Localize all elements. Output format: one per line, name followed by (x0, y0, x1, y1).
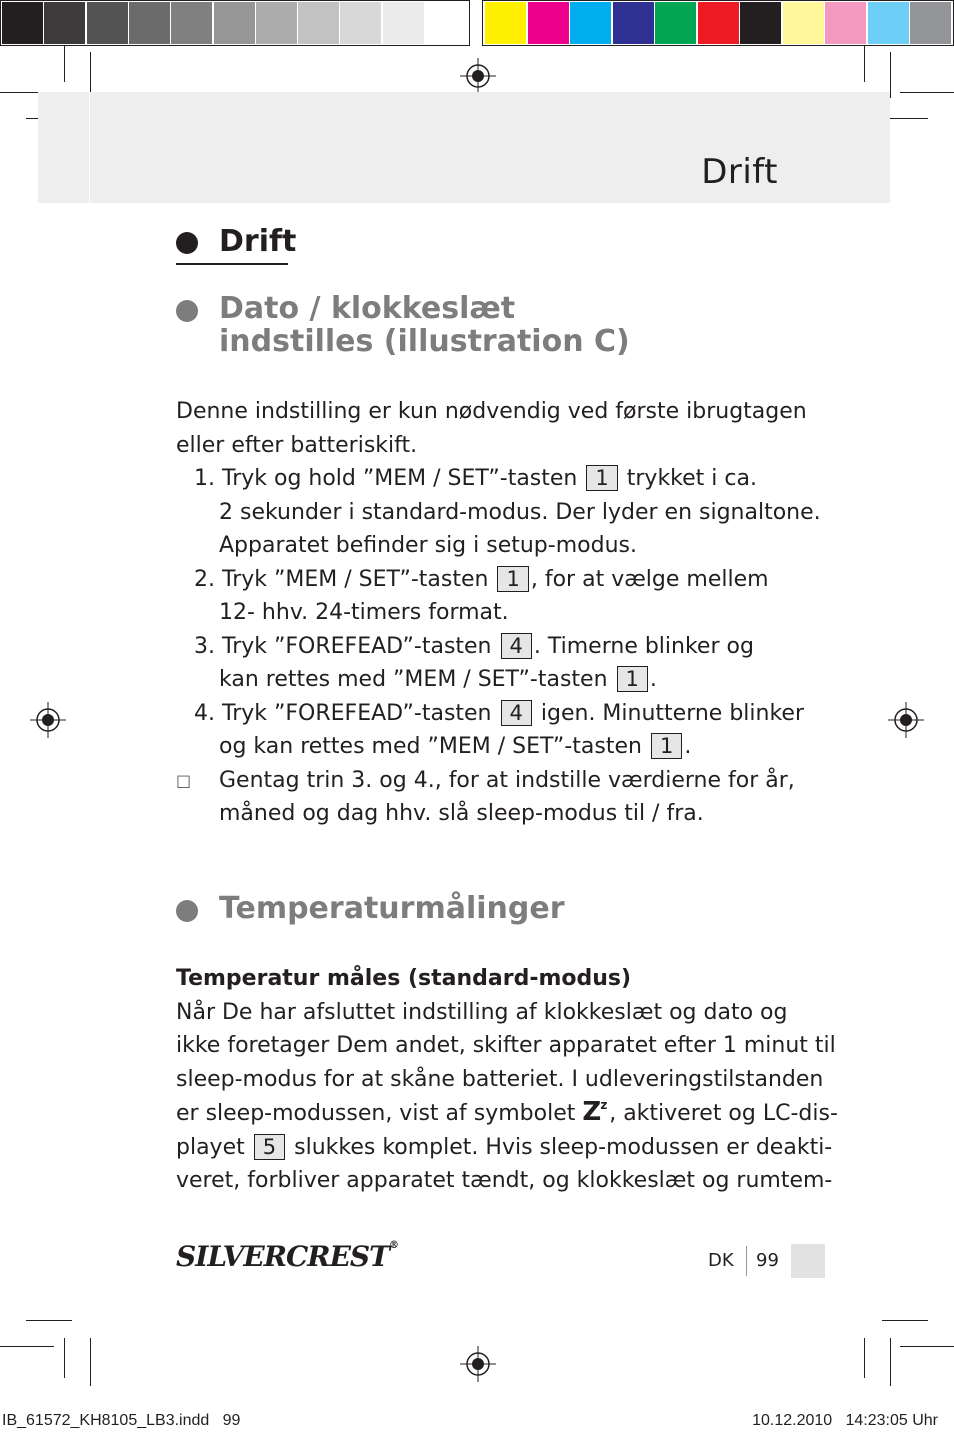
text-line: veret, forbliver apparatet tændt, og klokkeslæt og rumtem- (176, 1168, 833, 1193)
process-color-swatch (528, 2, 569, 44)
gray-swatch (425, 2, 466, 44)
text-line: måned og dag hhv. slå sleep-modus til / fra. (219, 801, 704, 826)
symbol-sup: z (600, 1098, 608, 1112)
key-reference: 1 (586, 465, 617, 491)
text-line: eller efter batteriskift. (176, 432, 418, 458)
gray-swatch (256, 2, 297, 44)
key-reference: 1 (651, 733, 682, 759)
step-3 (176, 630, 821, 664)
step-text: . (649, 667, 657, 692)
text-line (176, 1131, 838, 1165)
process-color-swatch (655, 2, 696, 44)
step-4 (176, 697, 821, 731)
process-color-swatch (783, 2, 824, 44)
process-color-swatch (613, 2, 654, 44)
registration-mark-icon (460, 58, 496, 94)
process-color-swatch (698, 2, 739, 44)
symbol-main: Z (582, 1097, 602, 1127)
step-text: 1. Tryk og hold ”MEM / SET”-tasten (194, 466, 578, 491)
page-marker-box (791, 1244, 825, 1278)
process-color-swatch (868, 2, 909, 44)
print-timestamp: 10.12.2010 14:23:05 Uhr (752, 1412, 938, 1429)
text-line: 12- hhv. 24-timers format. (219, 600, 509, 625)
step-text: 2. Tryk ”MEM / SET”-tasten (194, 566, 489, 592)
gray-swatch (383, 2, 424, 44)
heading-bullet-icon (176, 900, 198, 922)
text-line: Apparatet befinder sig i setup-modus. (219, 533, 637, 558)
registration-mark-icon (460, 1346, 496, 1382)
key-reference: 1 (617, 666, 648, 692)
text-line: 2 sekunder i standard-modus. Der lyder en signaltone. (219, 499, 821, 525)
heading-bullet-icon (176, 232, 198, 254)
text-line (176, 730, 821, 764)
process-color-swatch (825, 2, 866, 44)
gray-swatch (2, 2, 43, 44)
subheading: Temperatur måles (standard-modus) (176, 966, 632, 991)
file-slug: IB_61572_KH8105_LB3.indd 99 (2, 1412, 241, 1429)
heading-line: Dato / klokkeslæt (219, 291, 516, 326)
brand-logo (176, 1240, 398, 1273)
process-color-swatch (485, 2, 526, 44)
language-code: DK (708, 1250, 734, 1271)
page-title: Drift (701, 152, 778, 192)
text-line (176, 663, 821, 697)
logo-text: SILVERCREST (176, 1240, 389, 1273)
key-reference: 5 (254, 1134, 285, 1160)
step-text: trykket i ca. (626, 466, 757, 491)
key-reference: 4 (501, 700, 532, 726)
heading-line: indstilles (illustration C) (219, 324, 630, 359)
text-span: , aktiveret og LC-dis- (609, 1101, 838, 1126)
step-text: og kan rettes med ”MEM / SET”-tasten (219, 734, 642, 759)
text-line: Denne indstilling er kun nødvendig ved første ibrugtagen (176, 399, 807, 424)
note-text: Gentag trin 3. og 4., for at indstille værdierne for år, (219, 767, 795, 793)
registration-mark-icon (888, 702, 924, 738)
note-bullet-icon: □ (176, 770, 192, 790)
gray-swatch (340, 2, 381, 44)
section-heading-dato (219, 292, 630, 358)
text-line: sleep-modus for at skåne batteriet. I udleveringstilstanden (176, 1066, 824, 1092)
process-color-swatch (910, 2, 951, 44)
text-span: er sleep-modussen, vist af symbolet (176, 1101, 576, 1126)
gray-swatch (129, 2, 170, 44)
text-line: Når De har afsluttet indstilling af klokkeslæt og dato og (176, 999, 788, 1025)
step-text: . (684, 734, 692, 759)
step-text: 3. Tryk ”FOREFEAD”-tasten (194, 633, 492, 659)
page-number: 99 (756, 1250, 779, 1271)
heading-bullet-icon (176, 300, 198, 322)
temperatur-body (176, 962, 838, 1198)
step-1 (176, 462, 821, 496)
note (176, 764, 821, 798)
dato-body (176, 395, 821, 831)
process-color-swatch (740, 2, 781, 44)
key-reference: 4 (501, 633, 532, 659)
header-band-divider (89, 92, 90, 203)
step-text: kan rettes med ”MEM / SET”-tasten (219, 667, 608, 692)
gray-swatch (171, 2, 212, 44)
step-2 (176, 563, 821, 597)
sleep-symbol-icon (582, 1097, 608, 1127)
gray-swatch (298, 2, 339, 44)
logo-mark: ® (388, 1240, 398, 1251)
key-reference: 1 (497, 566, 528, 592)
gray-swatch (214, 2, 255, 44)
registration-mark-icon (30, 702, 66, 738)
step-text: 4. Tryk ”FOREFEAD”-tasten (194, 700, 492, 726)
text-span: playet (176, 1134, 245, 1160)
step-text: . Timerne blinker og (533, 633, 754, 659)
gray-swatch (44, 2, 85, 44)
step-text: , for at vælge mellem (530, 566, 769, 592)
process-color-swatch (570, 2, 611, 44)
text-line (176, 1096, 838, 1131)
step-text: igen. Minutterne blinker (540, 700, 804, 726)
gray-swatch (87, 2, 128, 44)
heading-underline (176, 263, 288, 265)
section-heading-temperatur: Temperaturmålinger (219, 891, 565, 926)
text-line: ikke foretager Dem andet, skifter apparatet efter 1 minut til (176, 1033, 836, 1058)
page-number-divider (746, 1246, 747, 1276)
section-heading-drift: Drift (219, 224, 297, 259)
text-span: slukkes komplet. Hvis sleep-modussen er deakti- (294, 1134, 833, 1160)
